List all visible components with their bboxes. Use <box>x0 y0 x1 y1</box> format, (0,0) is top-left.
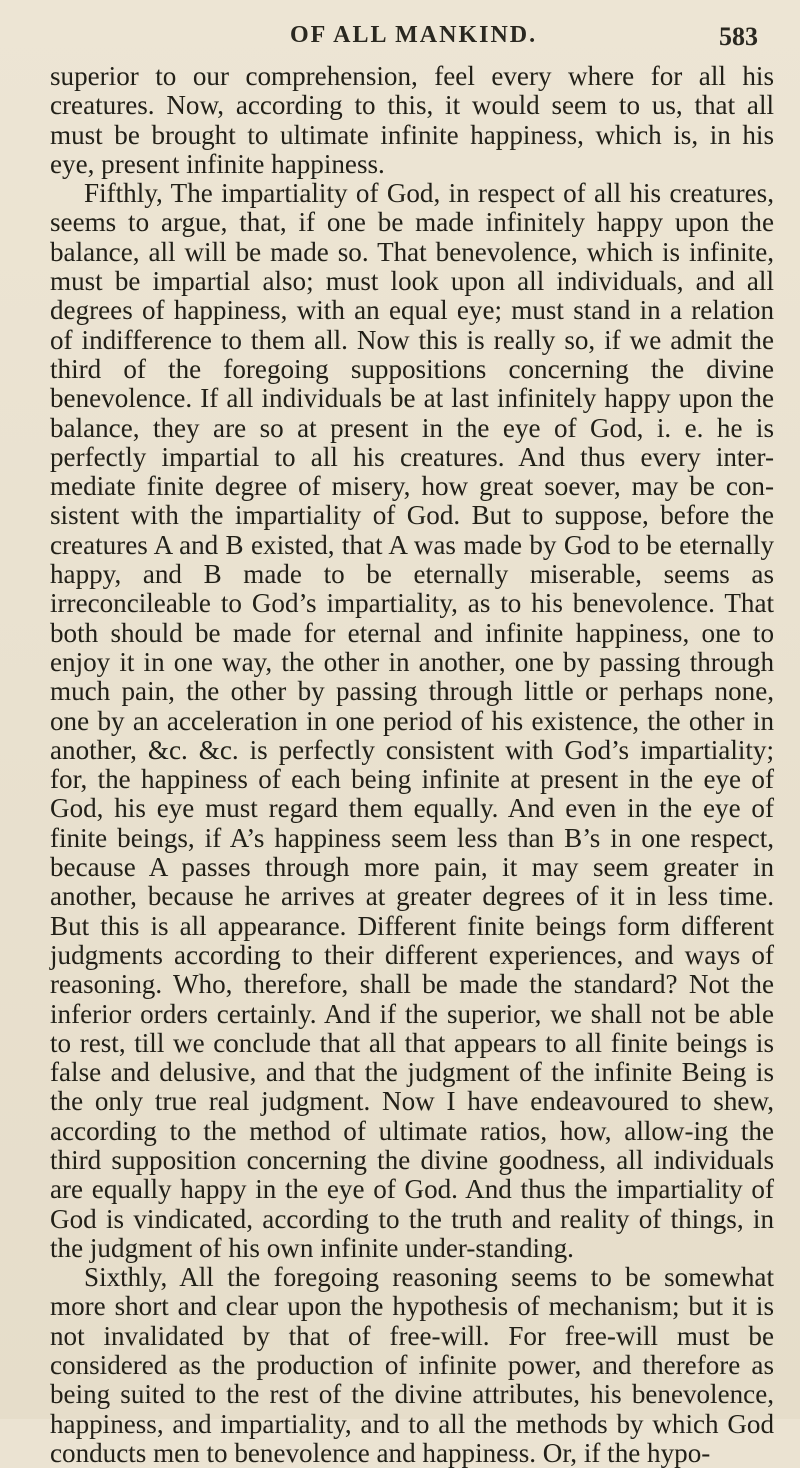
page-number: 583 <box>719 22 758 51</box>
running-head: OF ALL MANKIND. <box>290 22 538 48</box>
paragraph-fifthly: Fifthly, The impartiality of God, in respect of all his creatures, seems to argue, that, if one be made infinitely happy upon the balance, all will be made so. That benevolence, which is infinite, must be impartial also; must look upon all individuals, and all degrees of happiness, with an equal eye; must stand in a relation of indifference to them all. Now this is really so, if we admit the third of the foregoing suppositions concerning the divine benevolence. If all individuals be at last infinitely happy upon the balance, they are so at present in the eye of God, i. e. he is perfectly impartial to all his creatures. And thus every inter-mediate finite degree of misery, how great soever, may be con-sistent with the impartiality of God. But to suppose, before the creatures A and B existed, that A was made by God to be eternally happy, and B made to be eternally miserable, seems as irreconcileable to God’s impartiality, as to his benevolence. That both should be made for eternal and infinite happiness, one to enjoy it in one way, the other in another, one by passing through much pain, the other by passing through little or perhaps none, one by an acceleration in one period of his existence, the other in another, &c. &c. is perfectly consistent with God’s impartiality; for, the happiness of each being infinite at present in the eye of God, his eye must regard them equally. And even in the eye of finite beings, if A’s happiness seem less than B’s in one respect, because A passes through more pain, it may seem greater in another, because he arrives at greater degrees of it in less time. But this is all appearance. Different finite beings form different judgments according to their different experiences, and ways of reasoning. Who, therefore, shall be made the standard? Not the inferior orders certainly. And if the superior, we shall not be able to rest, till we conclude that all that appears to all finite beings is false and delusive, and that the judgment of the infinite Being is the only true real judgment. Now I have endeavoured to shew, according to the method of ultimate ratios, how, allow-ing the third supposition concerning the divine goodness, all individuals are equally happy in the eye of God. And thus the impartiality of God is vindicated, according to the truth and reality of things, in the judgment of his own infinite under-standing. <box>50 178 774 1263</box>
paragraph-continuation: superior to our comprehension, feel every where for all his creatures. Now, according to this, it would seem to us, that all must be brought to ultimate infinite happiness, which is, in his eye, present infinite happiness. <box>50 61 774 179</box>
body-text <box>50 62 774 1468</box>
page-header <box>0 18 800 54</box>
paragraph-sixthly: Sixthly, All the foregoing reasoning seems to be somewhat more short and clear upon the hypothesis of mechanism; but it is not invalidated by that of free-will. For free-will must be considered as the production of infinite power, and therefore as being suited to the rest of the divine attributes, his benevolence, happiness, and impartiality, and to all the methods by which God conducts men to benevolence and happiness. Or, if the hypo- <box>50 1262 774 1468</box>
